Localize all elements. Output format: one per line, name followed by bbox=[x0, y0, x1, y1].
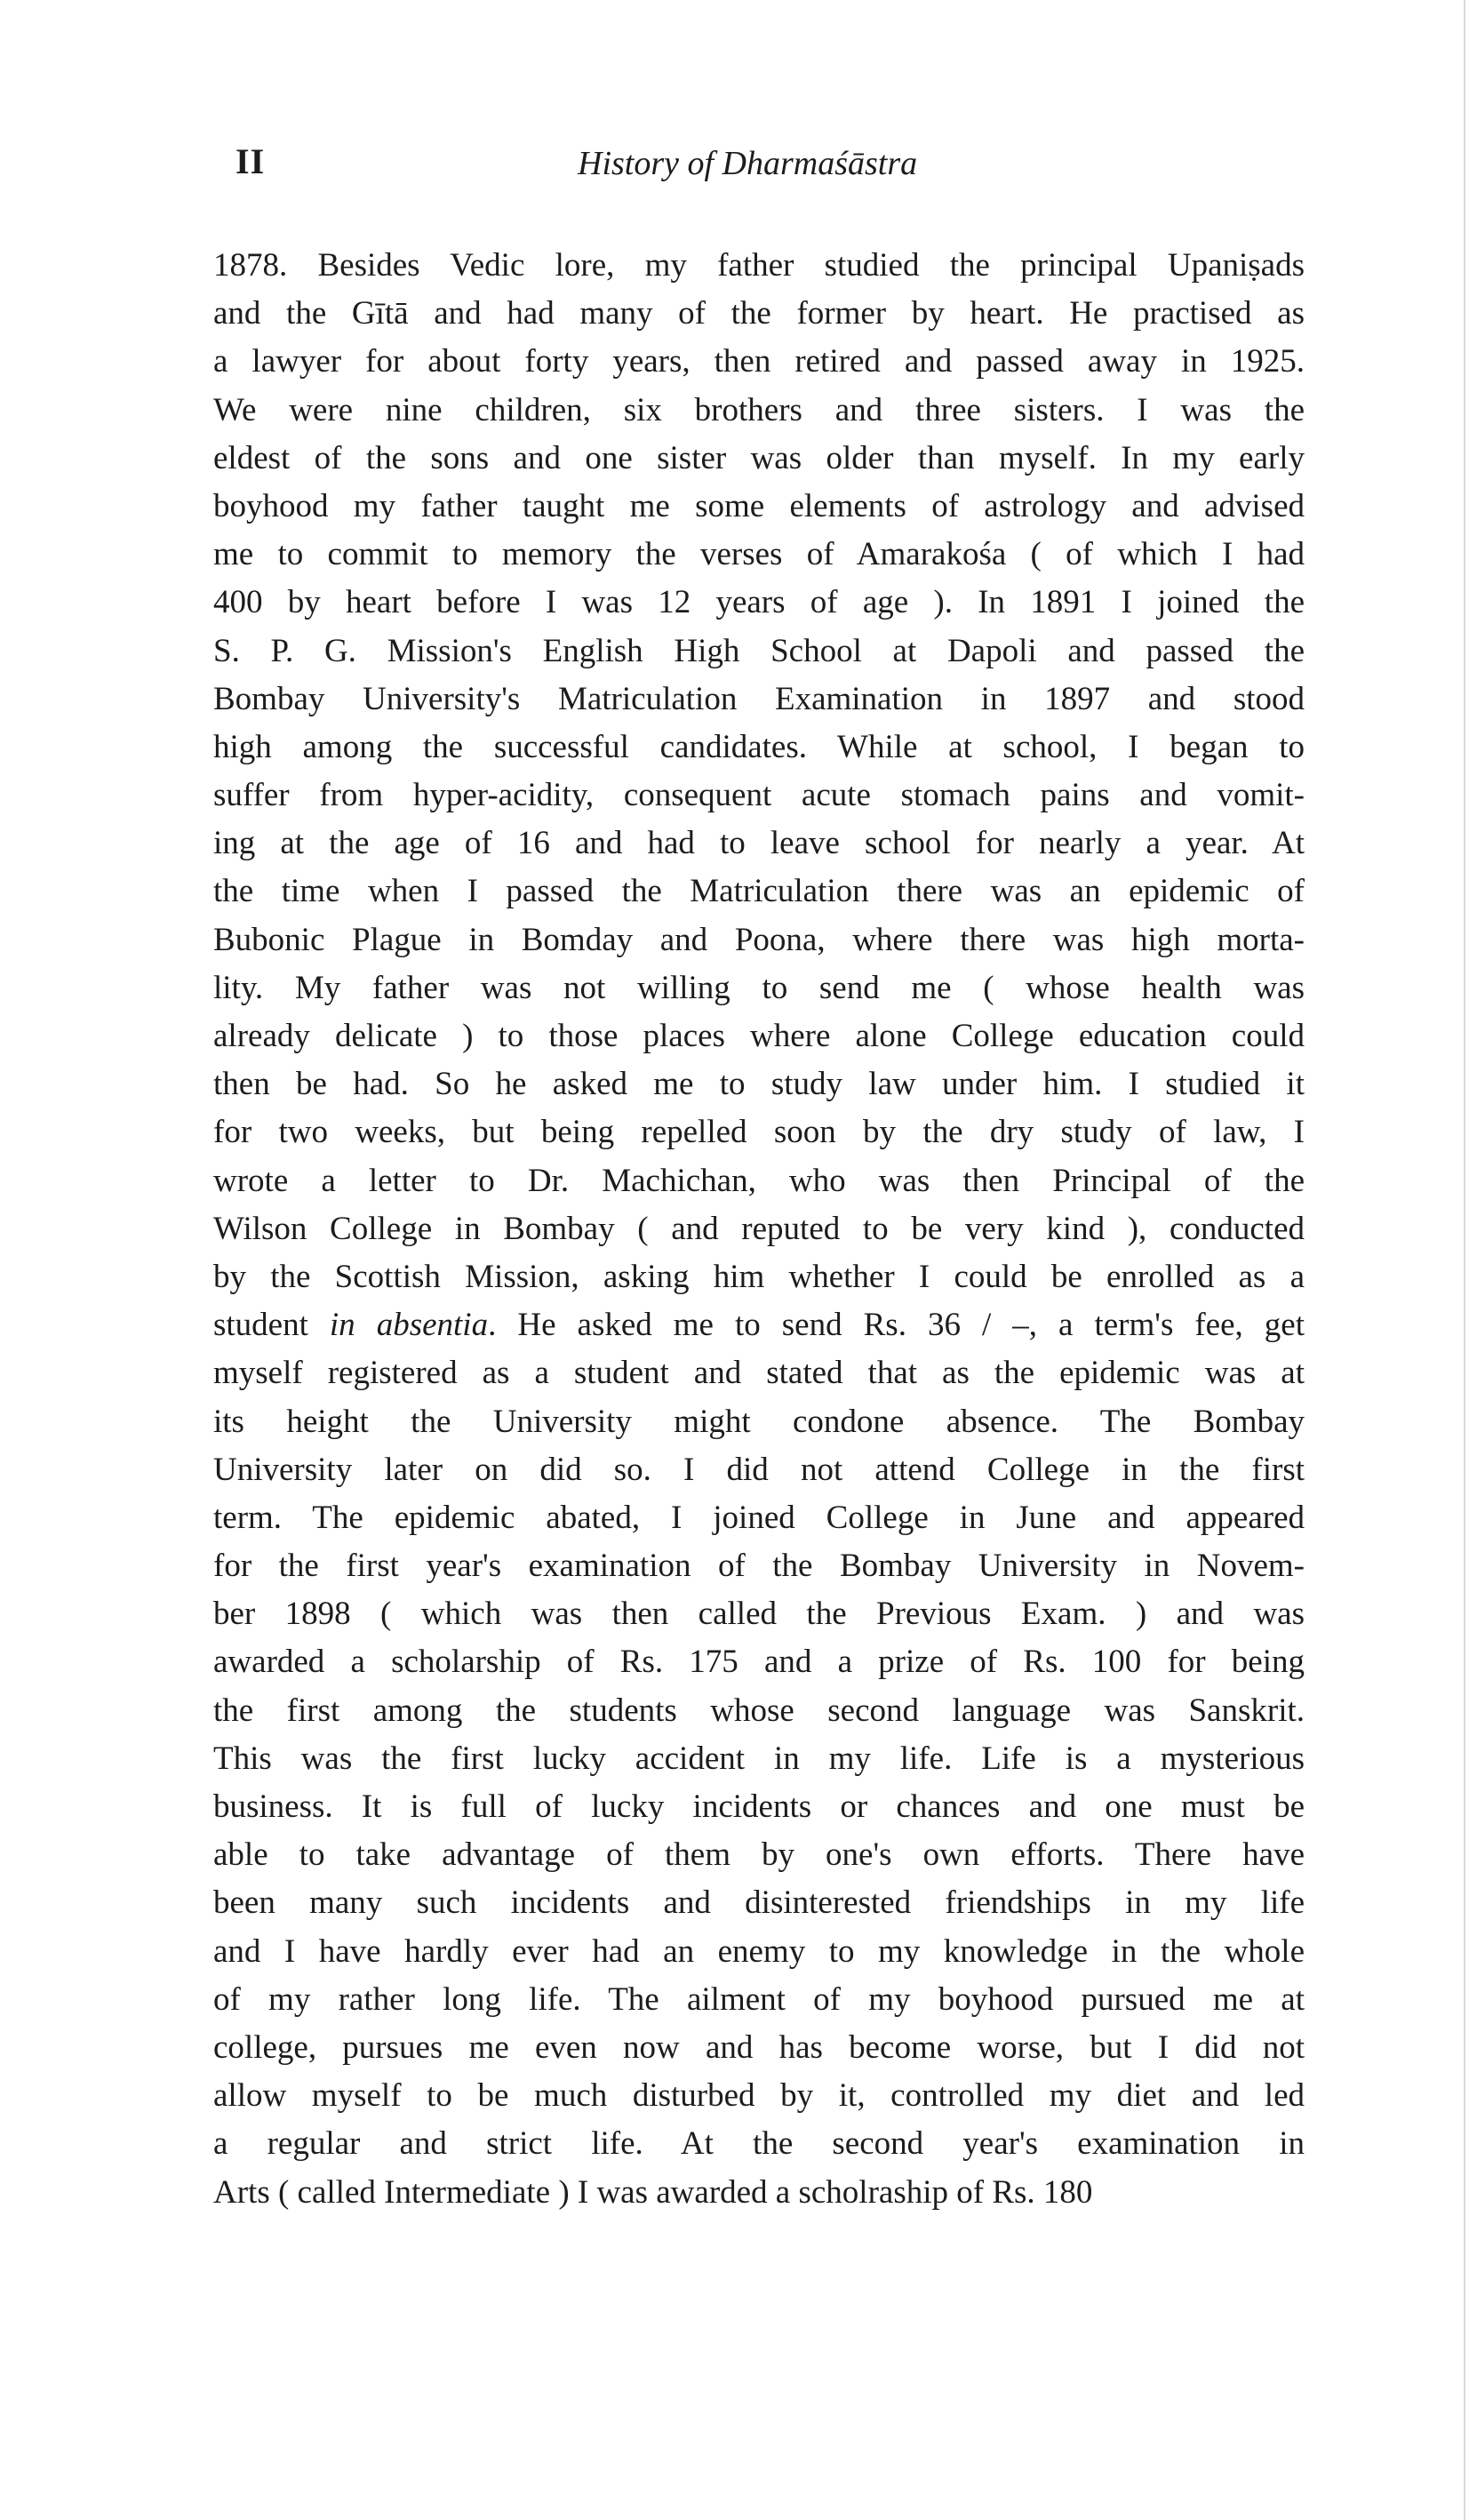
text-line: allow myself to be much disturbed by it, controlled my diet and led bbox=[213, 2077, 1305, 2115]
text-line: college, pursues me even now and has become worse, but I did not bbox=[213, 2028, 1305, 2066]
text-line: the first among the students whose second language was Sanskrit. bbox=[213, 1692, 1305, 1729]
text-line: of my rather long life. The ailment of my boyhood pursued me at bbox=[213, 1980, 1305, 2018]
text-line: high among the successful candidates. While at school, I began to bbox=[213, 728, 1305, 765]
text-line: myself registered as a student and stated that as the epidemic was at bbox=[213, 1355, 1305, 1392]
text-line: for two weeks, but being repelled soon by the dry study of law, I bbox=[213, 1114, 1305, 1151]
text-line: 1878. Besides Vedic lore, my father studied the principal Upaniṣads bbox=[213, 247, 1305, 284]
text-line: for the first year's examination of the Bombay University in Novem- bbox=[213, 1548, 1305, 1585]
text-line: Arts ( called Intermediate ) I was awarded a scholraship of Rs. 180 bbox=[213, 2173, 1093, 2211]
text-line: suffer from hyper-acidity, consequent acute stomach pains and vomit- bbox=[213, 777, 1305, 814]
text-line: and I have hardly ever had an enemy to my knowledge in the whole bbox=[213, 1932, 1305, 1970]
text-line: term. The epidemic abated, I joined College in June and appeared bbox=[213, 1499, 1305, 1536]
page-header bbox=[236, 140, 973, 194]
text-line: Bombay University's Matriculation Examination in 1897 and stood bbox=[213, 680, 1305, 717]
body-text bbox=[213, 242, 1305, 2217]
text-line: wrote a letter to Dr. Machichan, who was then Principal of the bbox=[213, 1162, 1305, 1199]
text-line: ing at the age of 16 and had to leave school for nearly a year. At bbox=[213, 825, 1305, 862]
text-line: the time when I passed the Matriculation there was an epidemic of bbox=[213, 873, 1305, 910]
text-line: Wilson College in Bombay ( and reputed to be very kind ), conducted bbox=[213, 1210, 1305, 1247]
text-line: a lawyer for about forty years, then retired and passed away in 1925. bbox=[213, 343, 1305, 380]
text-line: a regular and strict life. At the second year's examination in bbox=[213, 2125, 1305, 2163]
text-line: its height the University might condone absence. The Bombay bbox=[213, 1403, 1305, 1440]
text-line: This was the first lucky accident in my life. Life is a mysterious bbox=[213, 1740, 1305, 1777]
text-line: been many such incidents and disinterested friendships in my life bbox=[213, 1884, 1305, 1922]
text-line: We were nine children, six brothers and three sisters. I was the bbox=[213, 391, 1305, 428]
text-line: boyhood my father taught me some elements of astrology and advised bbox=[213, 487, 1305, 524]
text-line: University later on did so. I did not attend College in the first bbox=[213, 1451, 1305, 1488]
text-line: awarded a scholarship of Rs. 175 and a prize of Rs. 100 for being bbox=[213, 1644, 1305, 1681]
text-line: lity. My father was not willing to send me ( whose health was bbox=[213, 969, 1305, 1006]
text-line: S. P. G. Mission's English High School at Dapoli and passed the bbox=[213, 632, 1305, 669]
text-line: me to commit to memory the verses of Amarakośa ( of which I had bbox=[213, 536, 1305, 573]
running-title: History of Dharmaśāstra bbox=[578, 145, 918, 182]
text-line: student in absentia. He asked me to send Rs. 36 / –, a term's fee, get bbox=[213, 1307, 1305, 1344]
scan-edge-line bbox=[1464, 0, 1465, 2520]
text-line: business. It is full of lucky incidents or chances and one must be bbox=[213, 1788, 1305, 1825]
text-line: 400 by heart before I was 12 years of age ). In 1891 I joined the bbox=[213, 584, 1305, 621]
text-line: eldest of the sons and one sister was older than myself. In my early bbox=[213, 439, 1305, 476]
page-number: II bbox=[236, 141, 266, 181]
text-line: and the Gītā and had many of the former by heart. He practised as bbox=[213, 295, 1305, 332]
text-line: already delicate ) to those places where alone College education could bbox=[213, 1018, 1305, 1054]
text-line: able to take advantage of them by one's own efforts. There have bbox=[213, 1836, 1305, 1874]
text-line: then be had. So he asked me to study law under him. I studied it bbox=[213, 1066, 1305, 1103]
text-line: ber 1898 ( which was then called the Previous Exam. ) and was bbox=[213, 1596, 1305, 1633]
text-line: Bubonic Plague in Bomday and Poona, where there was high morta- bbox=[213, 921, 1305, 958]
text-line: by the Scottish Mission, asking him whether I could be enrolled as a bbox=[213, 1258, 1305, 1295]
